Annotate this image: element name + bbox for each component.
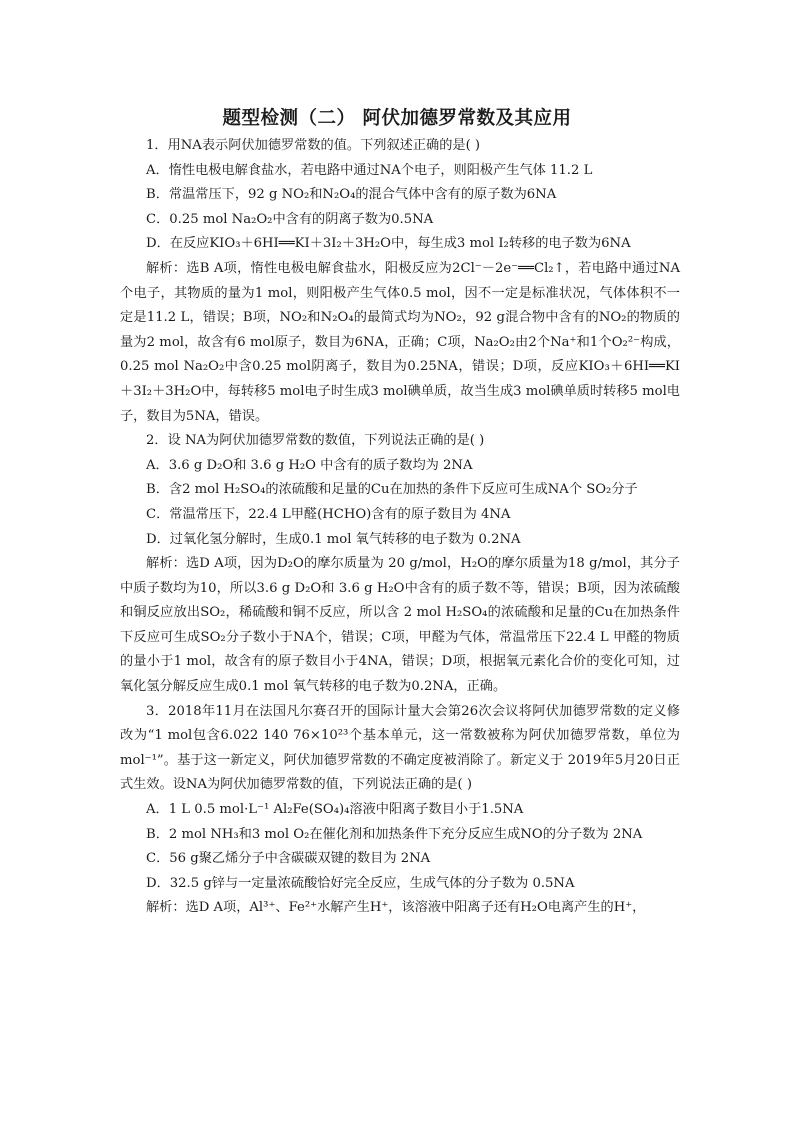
- question-2-analysis: 解析：选D A项，因为D₂O的摩尔质量为 20 g/mol，H₂O的摩尔质量为18 g/mol，其分子中质子数均为10，所以3.6 g D₂O和 3.6 g H₂O中含有的质子数不等，错误；B项，因为浓硫酸和铜反应放出SO₂，稀硫酸和铜不反应，所以含 2 mol H₂SO₄的浓硫酸和足量的Cu在加热条件下反应可生成SO₂分子数小于NA个，错误；C项，甲醛为气体，常温常压下22.4 L 甲醛的物质的量小于1 mol，故含有的原子数目小于4NA，错误；D项，根据氧元素化合价的变化可知，过氧化氢分解反应生成0.1 mol 氧气转移的电子数为0.2NA，正确。: [120, 556, 680, 695]
- question-2-option-b: B．含2 mol H₂SO₄的浓硫酸和足量的Cu在加热的条件下反应可生成NA个 SO₂分子: [146, 482, 638, 498]
- question-3-option-d: D．32.5 g锌与一定量浓硫酸恰好完全反应，生成气体的分子数为 0.5NA: [146, 875, 575, 891]
- question-1-stem: 1．用NA表示阿伏加德罗常数的值。下列叙述正确的是( ): [146, 138, 481, 153]
- page-title: 题型检测（二） 阿伏加德罗常数及其应用: [222, 108, 572, 129]
- question-3-stem: 3．2018年11月在法国凡尔赛召开的国际计量大会第26次会议将阿伏加德罗常数的定义修改为“1 mol包含6.022 140 76×10²³个基本单元，这一常数被称为阿伏加德罗常数，单位为mol⁻¹”。基于这一新定义，阿伏加德罗常数的不确定度被消除了。新定义于 2019年5月20日正式生效。设NA为阿伏加德罗常数的值，下列说法正确的是( ): [120, 703, 680, 793]
- question-2-option-c: C．常温常压下，22.4 L甲醛(HCHO)含有的原子数目为 4NA: [146, 506, 511, 522]
- question-1-option-d: D．在反应KIO₃＋6HI══KI＋3I₂＋3H₂O中，每生成3 mol I₂转移的电子数为6NA: [146, 236, 631, 252]
- question-1-option-b: B．常温常压下，92 g NO₂和N₂O₄的混合气体中含有的原子数为6NA: [146, 187, 557, 203]
- question-3-option-a: A．1 L 0.5 mol·L⁻¹ Al₂Fe(SO₄)₄溶液中阳离子数目小于1.5NA: [146, 802, 524, 818]
- question-2-option-a: A．3.6 g D₂O和 3.6 g H₂O 中含有的质子数均为 2NA: [146, 457, 473, 473]
- question-3-option-c: C．56 g聚乙烯分子中含碳碳双键的数目为 2NA: [146, 851, 431, 867]
- question-1-option-a: A．惰性电极电解食盐水，若电路中通过NA个电子，则阳极产生气体 11.2 L: [146, 162, 593, 178]
- question-1-option-c: C．0.25 mol Na₂O₂中含有的阴离子数为0.5NA: [146, 211, 434, 227]
- question-2-option-d: D．过氧化氢分解时，生成0.1 mol 氧气转移的电子数为 0.2NA: [146, 531, 521, 547]
- document-body: [120, 134, 680, 921]
- question-3-analysis: 解析：选D A项，Al³⁺、Fe²⁺水解产生H⁺，该溶液中阳离子还有H₂O电离产生的H⁺，: [146, 900, 646, 916]
- question-2-stem: 2．设 NA为阿伏加德罗常数的数值，下列说法正确的是( ): [146, 433, 485, 449]
- question-1-analysis: 解析：选B A项，惰性电极电解食盐水，阳极反应为2Cl⁻－2e⁻══Cl₂↑，若电路中通过NA个电子，其物质的量为1 mol，则阳极产生气体0.5 mol，因不一定是标准状况，气体体积不一定是11.2 L，错误；B项，NO₂和N₂O₄的最简式均为NO₂，92 g混合物中含有的NO₂的物质的量为2 mol，故含有6 mol原子，数目为6NA，正确；C项，Na₂O₂由2个Na⁺和1个O₂²⁻构成，0.25 mol Na₂O₂中含0.25 mol阴离子，数目为0.25NA，错误；D项，反应KIO₃＋6HI══KI＋3I₂＋3H₂O中，每转移5 mol电子时生成3 mol碘单质，故当生成3 mol碘单质时转移5 mol电子，数目为5NA，错误。: [120, 260, 680, 424]
- question-3-option-b: B．2 mol NH₃和3 mol O₂在催化剂和加热条件下充分反应生成NO的分子数为 2NA: [146, 826, 643, 842]
